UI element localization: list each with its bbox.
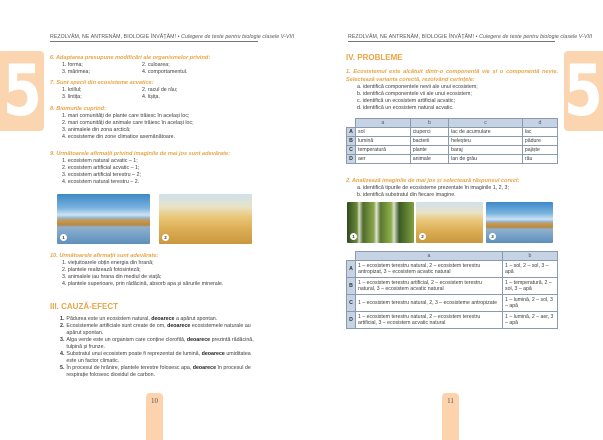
- row-label: C: [347, 295, 356, 312]
- option: 4. ecosistem natural terestru – 2.: [62, 179, 140, 185]
- question-7: [50, 79, 280, 101]
- table-cell: aer: [356, 155, 411, 164]
- column-header: b: [410, 119, 448, 128]
- table-cell: 1 – lumină, 2 – aer, 3 – apă: [503, 312, 558, 329]
- table-cell: 1 – ecosistem terestru natural, 2 – ecosistem terestru antropizat, 3 – ecosistem acvatic natural: [356, 261, 503, 278]
- problem-1: [346, 68, 558, 112]
- row-label: D: [347, 155, 356, 164]
- table-cell: râu: [522, 155, 557, 164]
- column-header: b: [503, 252, 558, 261]
- option: 2. mari comunități de animale care trăiesc în același loc;: [62, 120, 194, 126]
- question-title: 9. Următoarele afirmații privind imaginile de mai jos sunt adevărate:: [50, 151, 230, 157]
- requirement: c. identifică un ecosistem artificial acvatic;: [357, 98, 456, 104]
- item-text: prezintă rădăcină, tulpină și frunze.: [66, 337, 254, 350]
- table-cell: pajiște: [522, 146, 557, 155]
- table-cell: baraj: [449, 146, 523, 155]
- table-row: [347, 128, 558, 137]
- item-text: a apărut spontan.: [174, 316, 218, 322]
- column-header: c: [449, 119, 523, 128]
- page-number: 10: [146, 393, 163, 440]
- table-cell: heleșteu: [449, 137, 523, 146]
- right-page: [302, 0, 603, 440]
- option: 3. animalele iau hrana din mediul de viață;: [62, 274, 162, 280]
- cause-effect-item: [60, 365, 260, 379]
- item-number: 4.: [60, 351, 65, 357]
- option: 1. forma;: [62, 62, 83, 68]
- question-10: [50, 252, 290, 288]
- question-title: 8. Biomurile cuprind:: [50, 106, 106, 112]
- option: 1. viețuitoarele obțin energia din hrană;: [62, 260, 154, 266]
- cause-effect-item: [60, 323, 260, 337]
- row-label: A: [347, 261, 356, 278]
- option: 1. krillul;: [62, 87, 82, 93]
- requirement: d. identifică un ecosistem natural acvatic.: [357, 105, 454, 111]
- requirement: a. identifică tipurile de ecosisteme prezentate în imaginile 1, 2, 3;: [357, 185, 509, 191]
- option: 4. comportamentul.: [142, 69, 188, 75]
- option: 3. lintița;: [62, 94, 82, 100]
- image-lake: [486, 202, 553, 243]
- table-cell: sol: [356, 128, 411, 137]
- table-row: [347, 278, 558, 295]
- table-row: [347, 146, 558, 155]
- image-forest: [347, 202, 414, 243]
- image-number: 1: [60, 234, 67, 241]
- table-cell: 1 – lumină, 2 – sol, 3 – apă: [503, 295, 558, 312]
- item-number: 5.: [60, 365, 65, 371]
- keyword: deoarece: [186, 337, 211, 343]
- table-cell: temperatură: [356, 146, 411, 155]
- item-text: umiditatea este un factor climatic.: [66, 351, 251, 364]
- question-title: 1. Ecosistemul este alcătuit dintr-o componentă vie și o componentă nevie. Selectează varianta corectă, rezolvând cerințele:: [346, 69, 558, 83]
- problem-2: [346, 177, 558, 199]
- answer-table-1: [346, 118, 558, 164]
- requirement: b. identifică componentele vii ale unui ecosistem;: [357, 91, 472, 97]
- chapter-number: 5: [2, 50, 42, 132]
- cause-effect-list: [60, 316, 260, 379]
- option: 4. plantele superioare, prin rădăcină, absorb apa și sărurile minerale.: [62, 281, 224, 287]
- row-label: B: [347, 137, 356, 146]
- option: 2. racul de râu;: [142, 87, 178, 93]
- table-cell: plante: [410, 146, 448, 155]
- table-cell: animale: [410, 155, 448, 164]
- question-title: 6. Adaptarea presupune modificări ale organismelor privind:: [50, 55, 211, 61]
- table-cell: lac de acumulare: [449, 128, 523, 137]
- image-wheat: [416, 202, 483, 243]
- question-8: [50, 105, 280, 141]
- item-number: 1.: [60, 316, 65, 322]
- image-wheat: [159, 194, 252, 244]
- chapter-number: 5: [564, 50, 603, 132]
- option: 3. ecosistem artificial terestru – 2;: [62, 172, 141, 178]
- question-6: [50, 54, 280, 76]
- table-cell: ciuperci: [410, 128, 448, 137]
- table-row: [347, 137, 558, 146]
- table-cell: 1 – ecosistem terestru natural, 2 – ecosistem terestru artificial, 3 – ecosistem acvatic natural: [356, 312, 503, 329]
- column-header: a: [356, 119, 411, 128]
- column-header: a: [356, 252, 503, 261]
- table-row: [347, 155, 558, 164]
- option: 4. lișița.: [142, 94, 160, 100]
- running-head-title: REZOLVĂM, NE ANTRENĂM, BIOLOGIE ÎNVĂȚĂM! •: [348, 34, 478, 40]
- table-cell: pădure: [522, 137, 557, 146]
- running-head: [50, 34, 295, 42]
- requirement: a. identifică componentele nevii ale unui ecosistem;: [357, 84, 478, 90]
- table-cell: 1 – ecosistem terestru natural, 2, 3 – ecosisteme antropizate: [356, 295, 503, 312]
- keyword: deoarece: [151, 316, 175, 322]
- image-number: 1: [350, 233, 357, 240]
- running-head: [348, 34, 593, 42]
- table-cell: lac: [522, 128, 557, 137]
- table-row: [347, 312, 558, 329]
- page-number: 11: [442, 393, 459, 440]
- table-cell: 1 – ecosistem terestru artificial, 2 – ecosistem terestru natural, 3 – ecosistem acvatic natural: [356, 278, 503, 295]
- column-header: d: [522, 119, 557, 128]
- running-head-subtitle: Culegere de teste pentru biologie clasele V-VIII: [181, 34, 295, 40]
- option: 1. mari comunități de plante care trăiesc în același loc;: [62, 113, 190, 119]
- option: 1. ecosistem natural acvatic – 1;: [62, 158, 138, 164]
- left-page: [0, 0, 300, 440]
- option: 3. animalele din zona arctică;: [62, 127, 131, 133]
- option: 4. ecosisteme din zone climatice asemănătoare.: [62, 134, 176, 140]
- requirement: b. identifică substratul din fiecare imagine.: [357, 192, 456, 198]
- option: 2. culoarea;: [142, 62, 170, 68]
- item-text: ecosistemele naturale au apărut spontan.: [66, 323, 251, 336]
- table-corner: [347, 119, 356, 128]
- option: 3. mărimea;: [62, 69, 90, 75]
- row-label: D: [347, 312, 356, 329]
- answer-table-2: [346, 251, 558, 329]
- item-number: 2.: [60, 323, 65, 329]
- cause-effect-item: [60, 337, 260, 351]
- row-label: A: [347, 128, 356, 137]
- question-title: 2. Analizează imaginile de mai jos și selectează răspunsul corect:: [346, 178, 520, 184]
- question-9: [50, 150, 280, 186]
- running-head-title: REZOLVĂM, NE ANTRENĂM, BIOLOGIE ÎNVĂȚĂM! •: [50, 34, 180, 40]
- table-row: [347, 295, 558, 312]
- chapter-tab: [0, 51, 44, 131]
- question-title: 7. Sunt specii din ecosisteme acvatice:: [50, 80, 154, 86]
- chapter-tab: [564, 51, 603, 131]
- keyword: deoarece: [201, 351, 225, 357]
- section-title: IV. PROBLEME: [346, 53, 403, 62]
- table-cell: bacterii: [410, 137, 448, 146]
- item-text: Substratul unui ecosistem poate fi reprezentat de lumină,: [66, 351, 202, 357]
- item-text: în procesul de respirație folosesc dioxidul de carbon.: [66, 365, 251, 378]
- image-number: 3: [489, 233, 496, 240]
- question-title: 10. Următoarele afirmații sunt adevărate:: [50, 253, 159, 259]
- row-label: C: [347, 146, 356, 155]
- image-number: 2: [162, 234, 169, 241]
- cause-effect-item: [60, 316, 260, 323]
- image-number: 2: [419, 233, 426, 240]
- image-lake: [57, 194, 150, 244]
- running-head-subtitle: Culegere de teste pentru biologie clasele V-VIII: [479, 34, 593, 40]
- keyword: deoarece: [167, 323, 191, 329]
- table-row: [347, 261, 558, 278]
- table-cell: lan de grâu: [449, 155, 523, 164]
- item-number: 3.: [60, 337, 65, 343]
- item-text: Alga verde este un organism care conține clorofilă,: [66, 337, 187, 343]
- row-label: B: [347, 278, 356, 295]
- option: 2. plantele realizează fotosinteză;: [62, 267, 141, 273]
- option: 2. ecosistem artificial acvatic – 1;: [62, 165, 140, 171]
- item-text: Pădurea este un ecosistem natural,: [66, 316, 152, 322]
- cause-effect-item: [60, 351, 260, 365]
- keyword: deoarece: [192, 365, 217, 371]
- table-corner: [347, 252, 356, 261]
- table-cell: lumină: [356, 137, 411, 146]
- section-title: III. CAUZĂ-EFECT: [50, 302, 118, 311]
- table-cell: 1 – sol, 2 – sol, 3 – apă: [503, 261, 558, 278]
- table-cell: 1 – temperatură, 2 – sol, 3 – apă: [503, 278, 558, 295]
- item-text: Ecosistemele artificiale sunt create de om,: [66, 323, 168, 329]
- item-text: În procesul de hrănire, plantele terestre folosesc apa,: [66, 365, 193, 371]
